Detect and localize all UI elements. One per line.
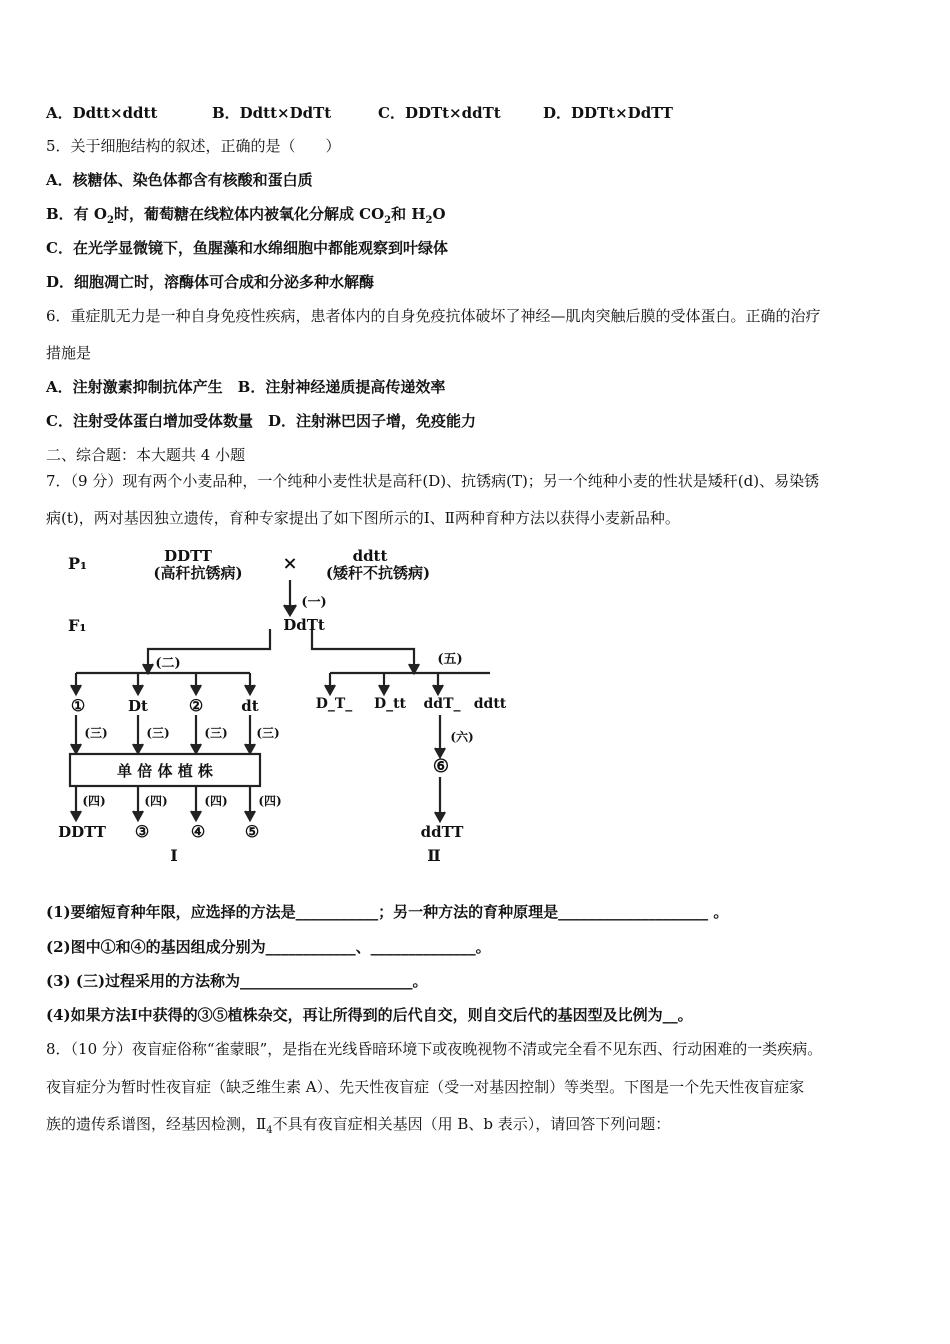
gamete-dt-lower: dt <box>241 697 259 715</box>
breeding-diagram <box>58 545 507 870</box>
q5-option-d: D．细胞凋亡时，溶酶体可合成和分泌多种水解酶 <box>46 273 375 291</box>
f2-type-3: ddT_ <box>423 696 461 712</box>
f2-type-1: D_T_ <box>315 696 353 712</box>
q4-option-c: C．DDTt×ddTt <box>378 104 501 122</box>
parent1-genotype: DDTT <box>164 547 212 565</box>
step-6-label: (六) <box>450 730 474 744</box>
step-3-label-2: (三) <box>146 726 170 740</box>
q5-option-a: A．核糖体、染色体都含有核酸和蛋白质 <box>46 171 313 189</box>
f1-genotype: DdTt <box>283 616 325 634</box>
label-f1: F₁ <box>68 616 87 635</box>
q8-stem-line1: 8．（10 分）夜盲症俗称“雀蒙眼”，是指在光线昏暗环境下或夜晚视物不清或完全看不见东西、行动困难的一类疾病。 <box>46 1040 823 1058</box>
q6-stem-line2: 措施是 <box>46 344 92 362</box>
method-2-label: Ⅱ <box>427 846 441 865</box>
q8-stem-line2: 夜盲症分为暂时性夜盲症（缺乏维生素 A）、先天性夜盲症（受一对基因控制）等类型。下图是一个先天性夜盲症家 <box>46 1078 805 1096</box>
step-3-label-1: (三) <box>84 726 108 740</box>
result-3: ③ <box>134 822 150 841</box>
parent1-trait: (高秆抗锈病) <box>153 564 243 582</box>
q6-options-ab: A．注射激素抑制抗体产生 B．注射神经递质提高传递效率 <box>46 378 446 396</box>
q5-option-c: C．在光学显微镜下，鱼腥藻和水绵细胞中都能观察到叶绿体 <box>46 239 448 257</box>
step-3-label-4: (三) <box>256 726 280 740</box>
step-4-label-2: (四) <box>144 794 168 808</box>
step-4-label-3: (四) <box>204 794 228 808</box>
step-4-label-4: (四) <box>258 794 282 808</box>
result-ddtt-method2: ddTT <box>420 823 464 841</box>
method-1-label: Ⅰ <box>170 846 178 865</box>
q8-stem-line3: 族的遗传系谱图，经基因检测，$Ⅱ_4$不具有夜盲症相关基因（用 B、b 表示），请回答下列问题： <box>46 1115 671 1136</box>
gamete-1: ① <box>70 696 86 715</box>
q7-stem-line2: 病(t)，两对基因独立遗传，育种专家提出了如下图所示的Ⅰ、Ⅱ两种育种方法以获得小麦新品种。 <box>46 509 680 527</box>
q4-option-d: D．DDTt×DdTT <box>543 104 673 122</box>
cross-symbol: × <box>282 553 298 574</box>
q4-option-a: A．Ddtt×ddtt <box>46 104 158 122</box>
haploid-box-label: 单 倍 体 植 株 <box>117 762 213 780</box>
parent2-genotype: ddtt <box>352 547 388 565</box>
f2-type-2: D_tt <box>373 696 407 712</box>
gamete-dt-upper: Dt <box>128 697 148 715</box>
step-3-label-3: (三) <box>204 726 228 740</box>
q6-stem-line1: 6．重症肌无力是一种自身免疫性疾病，患者体内的自身免疫抗体破坏了神经—肌肉突触后膜的受体蛋白。正确的治疗 <box>46 307 821 325</box>
result-ddtt-upper: DDTT <box>58 823 106 841</box>
q6-options-cd: C．注射受体蛋白增加受体数量 D．注射淋巴因子增，免疫能力 <box>46 412 476 430</box>
q7-sub-3: (3) (三)过程采用的方法称为_______________________。 <box>46 972 428 990</box>
step-5-label: (五) <box>437 652 463 667</box>
step-2-label: (二) <box>155 656 181 671</box>
result-4: ④ <box>190 822 206 841</box>
q7-sub-2: (2)图中①和④的基因组成分别为____________、______________。 <box>46 938 491 956</box>
q5-stem: 5．关于细胞结构的叙述，正确的是（ ） <box>46 137 341 155</box>
parent2-trait: (矮秆不抗锈病) <box>325 564 431 582</box>
q4-option-b: B．Ddtt×DdTt <box>212 104 332 122</box>
section-heading: 二、综合题：本大题共 4 小题 <box>46 446 246 464</box>
q7-sub-4: (4)如果方法Ⅰ中获得的③⑤植株杂交，再让所得到的后代自交，则自交后代的基因型及比例为__。 <box>46 1006 693 1024</box>
q7-sub-1: (1)要缩短育种年限，应选择的方法是___________；另一种方法的育种原理是____________________ 。 <box>46 903 729 921</box>
q5-option-b: B．有 $O_2$时，葡萄糖在线粒体内被氧化分解成 $CO_2$和 $H_2O$ <box>46 205 446 226</box>
circle-6: ⑥ <box>432 756 450 777</box>
step-4-label-1: (四) <box>82 794 106 808</box>
f2-type-4: ddtt <box>473 696 507 712</box>
gamete-2: ② <box>188 696 204 715</box>
label-p1: P₁ <box>68 554 88 573</box>
step-1-label: (一) <box>301 595 327 610</box>
result-5: ⑤ <box>244 822 260 841</box>
q7-stem-line1: 7．（9 分）现有两个小麦品种，一个纯种小麦性状是高秆(D)、抗锈病(T)；另一个纯种小麦的性状是矮秆(d)、易染锈 <box>46 472 820 490</box>
